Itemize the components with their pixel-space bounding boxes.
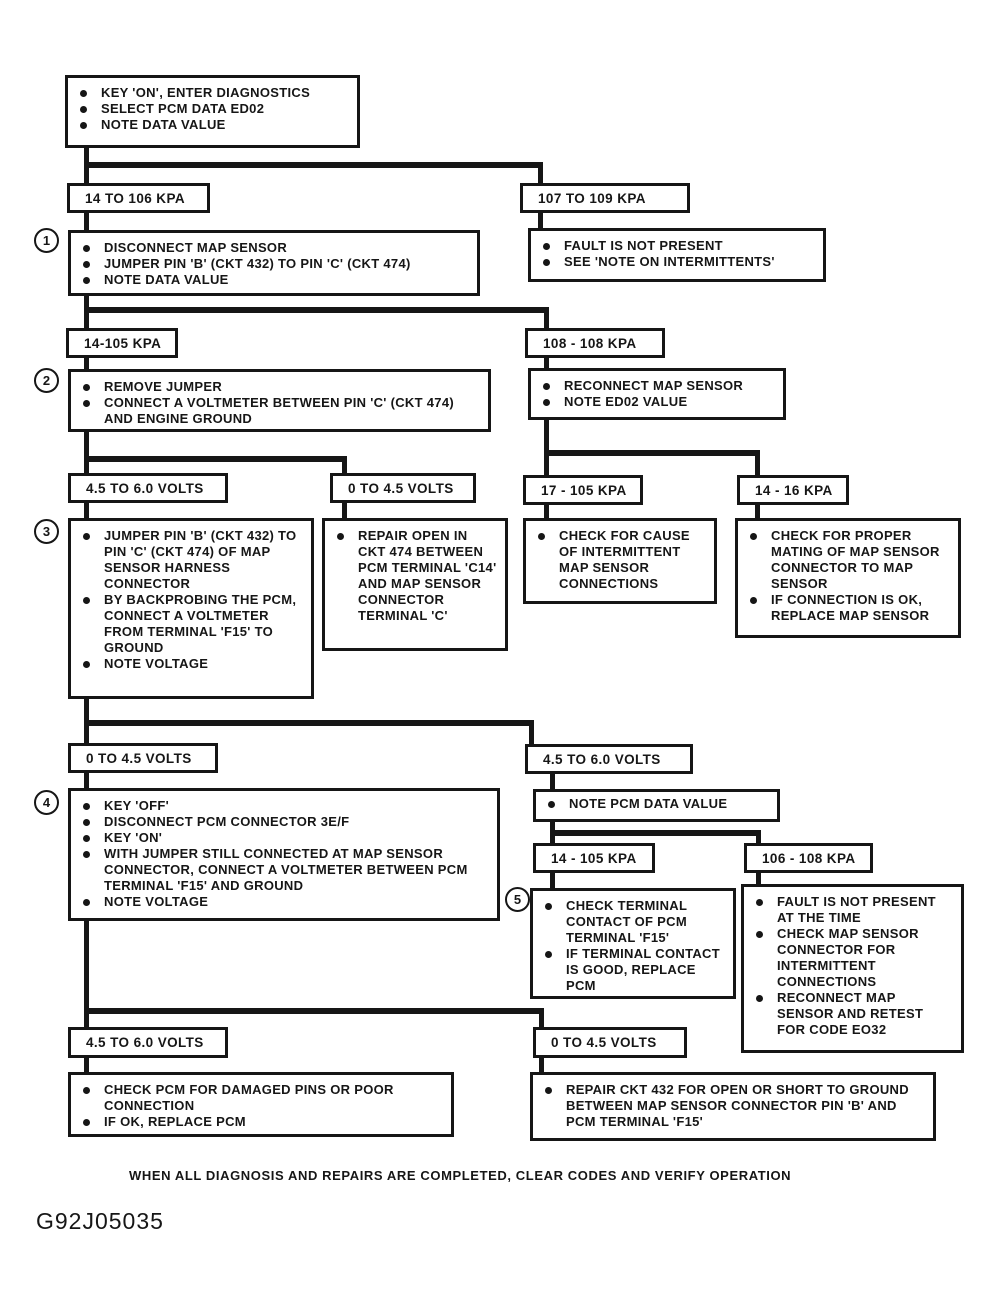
bullet-item [533, 238, 817, 254]
check-pcm-pins-box [68, 1072, 454, 1137]
bullet-dot-icon [73, 1082, 104, 1094]
bullet-item [740, 592, 952, 624]
step3-box [68, 518, 314, 699]
check-cause-box [523, 518, 717, 604]
bullet-text: CHECK PCM FOR DAMAGED PINS OR POOR CONNECTION [104, 1082, 394, 1113]
bullet-text: RECONNECT MAP SENSOR AND RETEST FOR CODE EO32 [777, 990, 924, 1037]
bullet-dot-icon [533, 378, 564, 390]
bullet-item [73, 830, 491, 846]
bullet-text: FAULT IS NOT PRESENT [564, 238, 723, 253]
bullet-dot-icon [535, 946, 566, 958]
bullet-item [746, 990, 955, 1038]
range-label-14-105-kpa-b: 14 - 105 KPA [533, 843, 655, 873]
bullet-item [533, 254, 817, 270]
bullet-dot-icon [533, 238, 564, 250]
bullet-dot-icon [70, 117, 101, 129]
step-number-3: 3 [34, 519, 59, 544]
volts-label-0-45-a: 0 TO 4.5 VOLTS [330, 473, 476, 503]
bullet-dot-icon [746, 990, 777, 1002]
bullet-item [73, 272, 471, 288]
bullet-item [528, 528, 708, 592]
bullet-item [535, 898, 727, 946]
bullet-dot-icon [73, 814, 104, 826]
connector-line [544, 450, 760, 456]
connector-line [550, 830, 761, 836]
fault-not-present-box [528, 228, 826, 282]
bullet-text: KEY 'ON', ENTER DIAGNOSTICS [101, 85, 311, 100]
note-pcm-data-value-box [533, 789, 780, 822]
volts-label-45-60-b: 4.5 TO 6.0 VOLTS [525, 744, 693, 774]
bullet-item [73, 592, 305, 656]
bullet-text: DISCONNECT MAP SENSOR [104, 240, 288, 255]
bullet-item [533, 378, 777, 394]
bullet-item [533, 394, 777, 410]
bullet-dot-icon [73, 656, 104, 668]
bullet-dot-icon [746, 894, 777, 906]
bullet-text: REPAIR CKT 432 FOR OPEN OR SHORT TO GROUND BETWEEN MAP SENSOR CONNECTOR PIN 'B' AND PCM TERMINAL 'F15' [566, 1082, 909, 1129]
bullet-item [73, 528, 305, 592]
connector-line [544, 419, 549, 475]
step4-box [68, 788, 500, 921]
step5-box [530, 888, 736, 999]
bullet-text: NOTE DATA VALUE [104, 272, 229, 287]
footer-note: WHEN ALL DIAGNOSIS AND REPAIRS ARE COMPLETED, CLEAR CODES AND VERIFY OPERATION [129, 1168, 792, 1183]
connector-line [84, 357, 89, 369]
bullet-dot-icon [535, 898, 566, 910]
bullet-dot-icon [533, 394, 564, 406]
connector-line [84, 502, 89, 518]
bullet-text: CHECK TERMINAL CONTACT OF PCM TERMINAL 'F15' [566, 898, 687, 945]
bullet-item [746, 894, 955, 926]
bullet-item [73, 814, 491, 830]
bullet-text: NOTE VOLTAGE [104, 894, 209, 909]
bullet-dot-icon [73, 395, 104, 407]
bullet-item [73, 1082, 445, 1114]
bullet-text: IF OK, REPLACE PCM [104, 1114, 246, 1129]
connector-line [539, 1008, 544, 1027]
volts-label-45-60-c: 4.5 TO 6.0 VOLTS [68, 1027, 228, 1058]
range-label-14-106-kpa: 14 TO 106 KPA [67, 183, 210, 213]
bullet-text: REMOVE JUMPER [104, 379, 223, 394]
bullet-text: BY BACKPROBING THE PCM, CONNECT A VOLTMETER FROM TERMINAL 'F15' TO GROUND [104, 592, 297, 655]
bullet-item [70, 85, 351, 101]
volts-label-0-45-b: 0 TO 4.5 VOLTS [68, 743, 218, 773]
bullet-text: REPAIR OPEN IN CKT 474 BETWEEN PCM TERMINAL 'C14' AND MAP SENSOR CONNECTOR TERMINAL 'C' [358, 528, 497, 623]
connector-line [84, 456, 347, 462]
bullet-dot-icon [73, 528, 104, 540]
bullet-dot-icon [73, 272, 104, 284]
bullet-text: NOTE VOLTAGE [104, 656, 209, 671]
bullet-item [535, 1082, 927, 1130]
connector-line [544, 504, 549, 518]
connector-line [538, 212, 543, 228]
bullet-dot-icon [73, 1114, 104, 1126]
bullet-text: DISCONNECT PCM CONNECTOR 3E/F [104, 814, 350, 829]
step2-box [68, 369, 491, 432]
connector-line [84, 431, 89, 473]
bullet-item [73, 256, 471, 272]
bullet-item [73, 240, 471, 256]
connector-line [538, 162, 543, 183]
bullet-item [73, 894, 491, 910]
repair-open-ckt474-box [322, 518, 508, 651]
range-label-108-108-kpa: 108 - 108 KPA [525, 328, 665, 358]
bullet-text: RECONNECT MAP SENSOR [564, 378, 744, 393]
connector-line [539, 1057, 544, 1072]
range-label-14-16-kpa: 14 - 16 KPA [737, 475, 849, 505]
bullet-text: NOTE PCM DATA VALUE [569, 796, 728, 811]
connector-line [342, 456, 347, 473]
bullet-text: WITH JUMPER STILL CONNECTED AT MAP SENSOR CONNECTOR, CONNECT A VOLTMETER BETWEEN PCM TERMINAL 'F15' AND GROUND [104, 846, 468, 893]
bullet-dot-icon [73, 798, 104, 810]
connector-line [756, 872, 761, 884]
reconnect-map-sensor-box [528, 368, 786, 420]
bullet-text: IF TERMINAL CONTACT IS GOOD, REPLACE PCM [566, 946, 720, 993]
bullet-item [535, 946, 727, 994]
bullet-text: SEE 'NOTE ON INTERMITTENTS' [564, 254, 775, 269]
bullet-dot-icon [73, 894, 104, 906]
bullet-item [70, 101, 351, 117]
bullet-dot-icon [73, 379, 104, 391]
bullet-dot-icon [528, 528, 559, 540]
bullet-dot-icon [538, 796, 569, 808]
step-number-5: 5 [505, 887, 530, 912]
bullet-text: NOTE ED02 VALUE [564, 394, 688, 409]
connector-line [84, 1008, 544, 1014]
connector-line [756, 830, 761, 843]
connector-line [84, 772, 89, 788]
range-label-107-109-kpa: 107 TO 109 KPA [520, 183, 690, 213]
fault-not-present-at-time-box [741, 884, 964, 1053]
bullet-text: JUMPER PIN 'B' (CKT 432) TO PIN 'C' (CKT 474) OF MAP SENSOR HARNESS CONNECTOR [104, 528, 297, 591]
repair-ckt432-box [530, 1072, 936, 1141]
bullet-item [740, 528, 952, 592]
check-mating-box [735, 518, 961, 638]
connector-line [755, 504, 760, 518]
step1-box [68, 230, 480, 296]
bullet-text: IF CONNECTION IS OK, REPLACE MAP SENSOR [771, 592, 930, 623]
bullet-dot-icon [740, 592, 771, 604]
step-number-1: 1 [34, 228, 59, 253]
bullet-item [73, 395, 482, 427]
connector-line [84, 212, 89, 230]
bullet-item [70, 117, 351, 133]
bullet-dot-icon [73, 846, 104, 858]
bullet-dot-icon [70, 85, 101, 97]
connector-line [544, 307, 549, 328]
bullet-text: CONNECT A VOLTMETER BETWEEN PIN 'C' (CKT 474) AND ENGINE GROUND [104, 395, 454, 426]
volts-label-0-45-c: 0 TO 4.5 VOLTS [533, 1027, 687, 1058]
bullet-text: SELECT PCM DATA ED02 [101, 101, 265, 116]
figure-id: G92J05035 [36, 1208, 164, 1234]
volts-label-45-60-a: 4.5 TO 6.0 VOLTS [68, 473, 228, 503]
bullet-text: JUMPER PIN 'B' (CKT 432) TO PIN 'C' (CKT 474) [104, 256, 411, 271]
bullet-text: CHECK FOR PROPER MATING OF MAP SENSOR CONNECTOR TO MAP SENSOR [771, 528, 940, 591]
bullet-item [73, 1114, 445, 1130]
range-label-17-105-kpa: 17 - 105 KPA [523, 475, 643, 505]
bullet-text: CHECK MAP SENSOR CONNECTOR FOR INTERMITTENT CONNECTIONS [777, 926, 919, 989]
bullet-item [327, 528, 499, 624]
connector-line [755, 450, 760, 475]
bullet-text: CHECK FOR CAUSE OF INTERMITTENT MAP SENSOR CONNECTIONS [559, 528, 690, 591]
connector-line [84, 720, 534, 726]
bullet-dot-icon [327, 528, 358, 540]
bullet-item [73, 379, 482, 395]
connector-line [550, 772, 555, 789]
bullet-item [746, 926, 955, 990]
connector-line [342, 502, 347, 518]
connector-line [529, 720, 534, 744]
bullet-item [73, 846, 491, 894]
bullet-dot-icon [740, 528, 771, 540]
bullet-dot-icon [73, 592, 104, 604]
bullet-text: FAULT IS NOT PRESENT AT THE TIME [777, 894, 936, 925]
bullet-dot-icon [73, 830, 104, 842]
step-number-2: 2 [34, 368, 59, 393]
bullet-dot-icon [73, 256, 104, 268]
connector-line [84, 162, 543, 168]
bullet-dot-icon [746, 926, 777, 938]
bullet-item [538, 796, 771, 812]
connector-line [550, 872, 555, 888]
start-box [65, 75, 360, 148]
bullet-item [73, 798, 491, 814]
bullet-dot-icon [70, 101, 101, 113]
bullet-dot-icon [533, 254, 564, 266]
bullet-text: KEY 'ON' [104, 830, 163, 845]
bullet-item [73, 656, 305, 672]
range-label-106-108-kpa: 106 - 108 KPA [744, 843, 873, 873]
bullet-text: NOTE DATA VALUE [101, 117, 226, 132]
connector-line [84, 307, 549, 313]
bullet-dot-icon [73, 240, 104, 252]
step-number-4: 4 [34, 790, 59, 815]
bullet-text: KEY 'OFF' [104, 798, 169, 813]
connector-line [84, 1057, 89, 1072]
bullet-dot-icon [535, 1082, 566, 1094]
range-label-14-105-kpa: 14-105 KPA [66, 328, 178, 358]
